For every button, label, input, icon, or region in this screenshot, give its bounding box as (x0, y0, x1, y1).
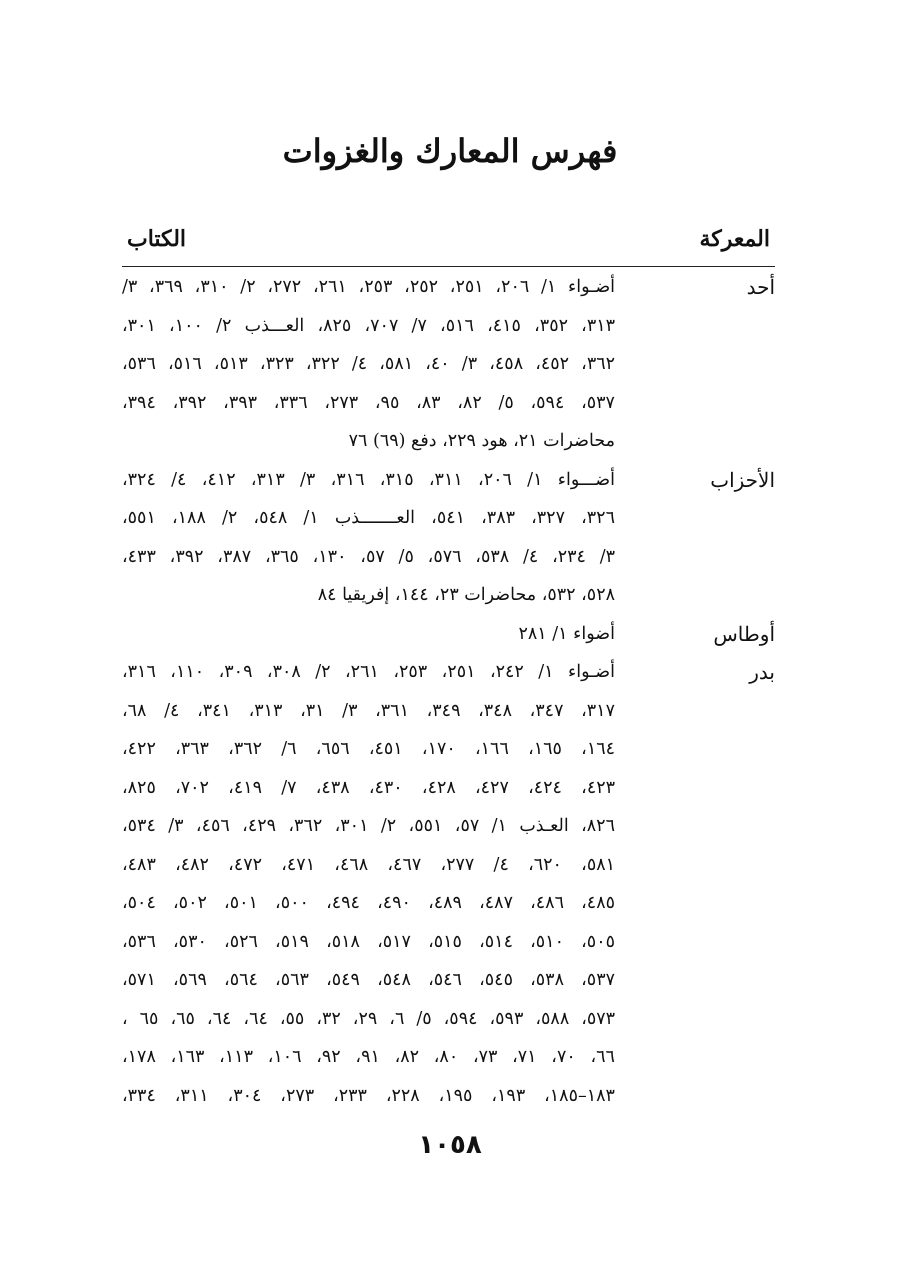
references (122, 461, 615, 615)
reference-line: محاضرات ٢١، هود ٢٢٩، دفع (٦٩) ٧٦ (348, 431, 615, 451)
reference-line: ١٦٤، ١٦٥، ١٦٦، ١٧٠، ٤٥١، ٦٥٦، ٦/ ٣٦٢، ٣٦٣، ٤٢٢، (122, 739, 615, 759)
reference-line: ٣/ ٢٣٤، ٤/ ٥٣٨، ٥٧٦، ٥/ ٥٧، ١٣٠، ٣٦٥، ٣٨٧، ٣٩٢، ٤٣٣، (122, 546, 615, 567)
reference-line: ٤٢٣، ٤٢٤، ٤٢٧، ٤٢٨، ٤٣٠، ٤٣٨، ٧/ ٤١٩، ٧٠٢، ٨٢٥، (122, 777, 615, 798)
index-entry (122, 268, 775, 461)
index-entry (122, 461, 775, 615)
references (122, 268, 615, 461)
header-rule (122, 266, 775, 267)
reference-line: ٣٦٢، ٤٥٢، ٤٥٨، ٣/ ٤٠، ٥٨١، ٤/ ٣٢٢، ٣٢٣، ٥١٣، ٥١٦، ٥٣٦، (122, 354, 615, 374)
page-title: فهرس المعارك والغزوات (282, 132, 618, 170)
references (122, 653, 615, 1115)
battle-name: أحد (746, 275, 775, 299)
reference-line: ٥٣٧، ٥٩٤، ٥/ ٨٢، ٨٣، ٩٥، ٢٧٣، ٣٣٦، ٣٩٣، ٣٩٢، ٣٩٤، (122, 392, 615, 413)
reference-line: ٣١٣، ٣٥٢، ٤١٥، ٥١٦، ٧/ ٧٠٧، ٨٢٥، العـــذب ٢/ ١٠٠، ٣٠١، (122, 315, 615, 336)
battle-name: بدر (749, 660, 775, 684)
reference-line: ٣١٧، ٣٤٧، ٣٤٨، ٣٤٩، ٣٦١، ٣/ ٣١، ٣١٣، ٣٤١، ٤/ ٦٨، (122, 700, 615, 721)
reference-line: أضـــواء ١/ ٢٠٦، ٣١١، ٣١٥، ٣١٦، ٣/ ٣١٣، ٤١٢، ٤/ ٣٢٤، (122, 469, 615, 490)
references (122, 615, 615, 654)
reference-line: ٥٠٥، ٥١٠، ٥١٤، ٥١٥، ٥١٧، ٥١٨، ٥١٩، ٥٢٦، ٥٣٠، ٥٣٦، (122, 931, 615, 952)
index-entries (122, 268, 775, 1115)
reference-line: ١٨٣–١٨٥، ١٩٣، ١٩٥، ٢٢٨، ٢٣٣، ٢٧٣، ٣٠٤، ٣١١، ٣٣٤، (122, 1085, 615, 1106)
reference-line: ٨٢٦، العـذب ١/ ٥٧، ٥٥١، ٢/ ٣٠١، ٣٦٢، ٤٢٩، ٤٥٦، ٣/ ٥٣٤، (122, 816, 615, 836)
reference-line: ٥٧٣، ٥٨٨، ٥٩٣، ٥٩٤، ٥/ ٦، ٢٩، ٣٢، ٥٥، ٦٤، ٦٤، ٦٥، ٦٥ ، (122, 1008, 615, 1029)
index-entry (122, 653, 775, 1115)
battle-name: الأحزاب (710, 467, 775, 492)
page-number: ١٠٥٨ (418, 1130, 482, 1160)
reference-line: ٤٨٥، ٤٨٦، ٤٨٧، ٤٨٩، ٤٩٠، ٤٩٤، ٥٠٠، ٥٠١، ٥٠٢، ٥٠٤، (122, 893, 615, 913)
reference-line: أضـواء ١/ ٢٠٦، ٢٥١، ٢٥٢، ٢٥٣، ٢٦١، ٢٧٢، ٢/ ٣١٠، ٣٦٩، ٣/ (122, 277, 615, 297)
reference-line: ٦٦، ٧٠، ٧١، ٧٣، ٨٠، ٨٢، ٩١، ٩٢، ١٠٦، ١١٣، ١٦٣، ١٧٨، (122, 1047, 615, 1067)
reference-line: ٣٢٦، ٣٢٧، ٣٨٣، ٥٤١، العـــــــذب ١/ ٥٤٨، ٢/ ١٨٨، ٥٥١، (122, 508, 615, 528)
reference-line: ٥٨١، ٦٢٠، ٤/ ٢٧٧، ٤٦٧، ٤٦٨، ٤٧١، ٤٧٢، ٤٨٢، ٤٨٣، (122, 854, 615, 875)
battle-column-header: المعركة (699, 226, 770, 252)
book-column-header: الكتاب (127, 226, 187, 252)
battle-name: أوطاس (713, 621, 775, 646)
reference-line: أضـواء ١/ ٢٤٢، ٢٥١، ٢٥٣، ٢٦١، ٢/ ٣٠٨، ٣٠٩، ١١٠، ٣١٦، (122, 662, 615, 682)
reference-line: أضواء ١/ ٢٨١ (518, 623, 615, 644)
reference-line: ٥٣٧، ٥٣٨، ٥٤٥، ٥٤٦، ٥٤٨، ٥٤٩، ٥٦٣، ٥٦٤، ٥٦٩، ٥٧١، (122, 970, 615, 990)
index-entry (122, 615, 775, 654)
reference-line: ٥٢٨، ٥٣٢، محاضرات ٢٣، ١٤٤، إفريقيا ٨٤ (317, 585, 615, 605)
